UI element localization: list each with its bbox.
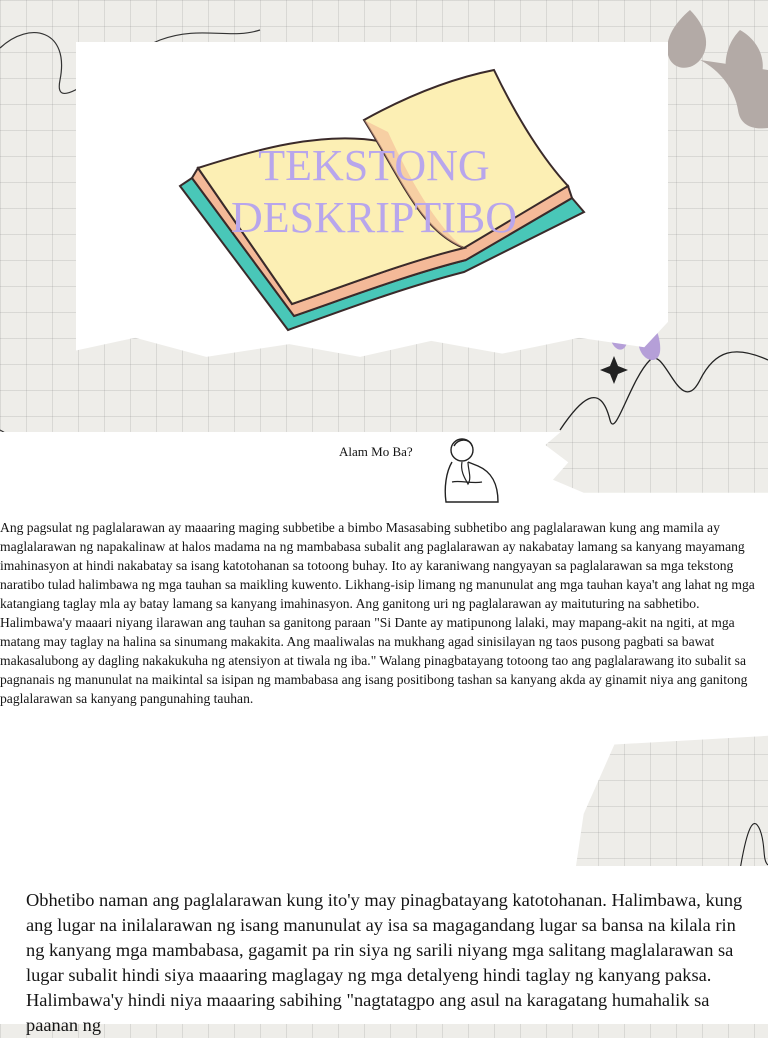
scribble-line-decoration <box>740 824 768 870</box>
body-paragraph-subhetibo: Ang pagsulat ng paglalarawan ay maaaring maging subbetibe a bimbo Masasabing subhetibo ang paglalarawan kung ang mamila ay maglalarawan ng napakalinaw at halos madama na ng mambabasa subalit ang paglalarawan ay nakabatay lamang sa kanyang mayamang imahinasyon at hindi nakabatay sa isang katotohanan sa totoong buhay. Ito ay karaniwang nangyayan sa paglalarawan sa mga tekstong naratibo tulad halimbawa ng mga tauhan sa maikling kuwento. Likhang-isip limang ng manunulat ang mga tauhan kaya't ang lahat ng mga katangiang taglay mla ay batay lamang sa kanyang imahinasyon. Ang ganitong uri ng paglalarawan ay maituturing na sabhetibo. Halimbawa'y maaari niyang ilarawan ang tauhan sa ganitong paraan "Si Dante ay matipunong lalaki, may mapang-akit na ngiti, at mga matang may taglay na halina sa sinumang makakita. Ang maaliwalas na mukhang agad sinisilayan ng taos pusong pagbati sa bawat makasalubong ay dagling nakakukuha ng atensiyon at tiwala ng iba." Walang pinagbatayang totoong tao ang paglalarawang ito subalit sa pagnanais ng manunulat na maikintal sa isipan ng mambabasa ang isang positibong tashan sa kanyang akda ay ginamit niya ang ganitong paglalarawan sa kanyang pangunahing tauhan. <box>0 520 755 706</box>
body-paragraph-obhetibo: Obhetibo naman ang paglalarawan kung ito'y may pinagbatayang katotohanan. Halimbawa, kung ang lugar na inilalarawan ng isang manunulat ay isa sa magagandang lugar sa bansa na kilala rin ng kanyang mga mambabasa, gagamit pa rin siya ng sarili niyang mga salitang maglalarawan sa lugar subalit hindi siya maaaring maglagay ng mga detalyeng hindi taglay ng kanyang paksa. Halimbawa'y hindi niya maaaring sabihing "nagtatagpo ang asul na karagatang humahalik sa paanan ng <box>26 890 743 1035</box>
thinking-person-icon <box>438 432 504 510</box>
scribble-line-decoration <box>560 352 768 430</box>
gray-leaf-decoration <box>667 10 768 128</box>
alam-mo-ba-label: Alam Mo Ba? <box>339 444 413 459</box>
sparkle-star-icon <box>600 356 628 384</box>
page-title-line-1: TEKSTONG <box>258 141 490 190</box>
page-title-line-2: DESKRIPTIBO <box>230 193 518 242</box>
